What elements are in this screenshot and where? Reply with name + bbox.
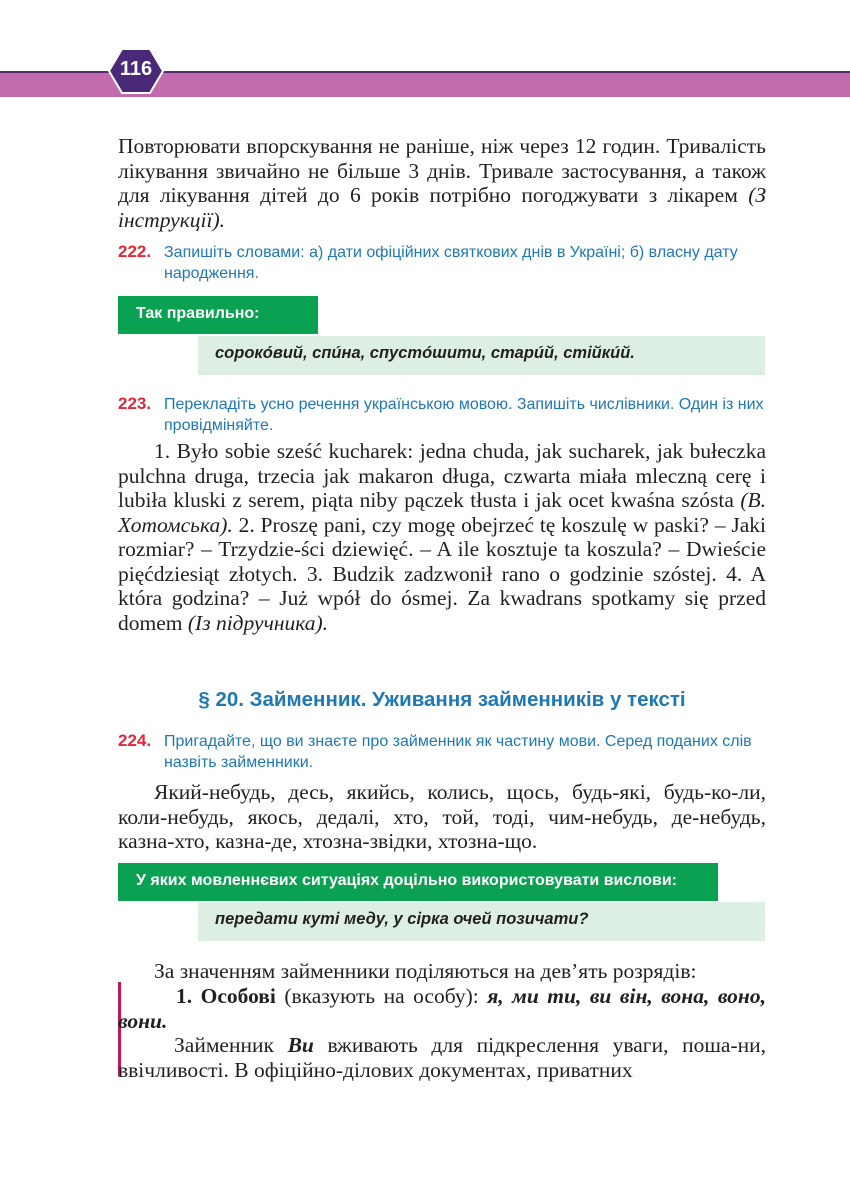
polish-source-2: (Із підручника).: [187, 610, 329, 635]
exercise-224-task: Пригадайте, що ви знаєте про займенник як частину мови. Серед поданих слів назвіть займенники.: [164, 733, 752, 771]
exercise-222-task: Запишіть словами: а) дати офіційних святкових днів в Україні; б) власну дату народження.: [164, 244, 738, 282]
item-1-desc: (вказують на особу):: [275, 984, 488, 1008]
exercise-224-words: Який-небудь, десь, якийсь, колись, щось, будь-які, будь-ко-ли, коли-небудь, якось, дедалі, хто, той, тоді, чим-небудь, де-небудь, казна-хто, казна-де, хтозна-звідки, хтозна-що.: [118, 780, 766, 853]
correct-words-box: [198, 336, 765, 375]
exercise-222-number: 222.: [118, 242, 152, 261]
polish-text-2: 2. Proszę pani, czy mogę obejrzeć tę koszulę w paski? – Jaki rozmiar? – Trzydzie-ści dziewięć. – A ile kosztuje ta koszula? – Dwieście pięćdziesiąt złotych. 3. Budzik zadzwonił rano o godzinie szóstej. 4. A która godzina? – Już wpół do ósmej. Za kwadrans spotkamy się przed domem: [118, 512, 766, 635]
correct-label: Так правильно:: [136, 305, 260, 322]
polish-text-1: 1. Było sobie sześć kucharek: jedna chuda, jak sucharek, jak bułeczka pulchna druga, trzecia jak makaron długa, czwarta miała mleczną cerę i lubiła kluski z serem, piąta niby pączek tłusta i jak ocet kwaśna szósta: [118, 439, 766, 512]
question-label-box: [118, 863, 718, 901]
phrase-box: [198, 902, 765, 941]
page-number: 116: [119, 58, 153, 80]
theory-intro: За значенням займенники поділяються на дев’ять розрядів:: [154, 959, 697, 983]
item-1-examples: я, ми ти, ви він, вона, воно, вони.: [118, 984, 766, 1033]
intro-text: Повторювати впорскування не раніше, ніж через 12 годин. Тривалість лікування звичайно не більше 3 днів. Тривале застосування, а також для лікування дітей до 6 років потрібно погоджувати з лікарем: [118, 134, 766, 207]
exercise-224-number: 224.: [118, 731, 152, 750]
exercise-223-task: Перекладіть усно речення українською мовою. Запишіть числівники. Один із них провідміняйте.: [164, 396, 764, 434]
theory-item-1: [118, 984, 766, 1033]
intro-paragraph: [118, 134, 766, 232]
phrase-text: передати куті меду, у сірка очей позичати?: [215, 910, 589, 928]
section-title: § 20. Займенник. Уживання займенників у тексті: [198, 688, 686, 711]
correct-label-box: [118, 296, 318, 334]
intro-source: (З інструкції).: [118, 183, 766, 232]
exercise-223-number: 223.: [118, 394, 152, 413]
p2-start: Займенник: [174, 1033, 288, 1057]
theory-paragraph-2: [118, 1033, 766, 1082]
question-label: У яких мовленнєвих ситуаціях доцільно використовувати вислови:: [136, 872, 678, 889]
polish-source-1: (В. Хотомська).: [118, 488, 766, 537]
p2-rest: вживають для підкреслення уваги, поша-ни, ввічливості. В офіційно-ділових документах, приватних: [118, 1033, 766, 1082]
correct-words: сорокóвий, спúна, спустóшити, старúй, стійкúй.: [215, 344, 635, 362]
exercise-223-text: [118, 439, 766, 635]
item-1-title: 1. Особові: [176, 984, 276, 1008]
p2-word: Ви: [287, 1033, 314, 1057]
